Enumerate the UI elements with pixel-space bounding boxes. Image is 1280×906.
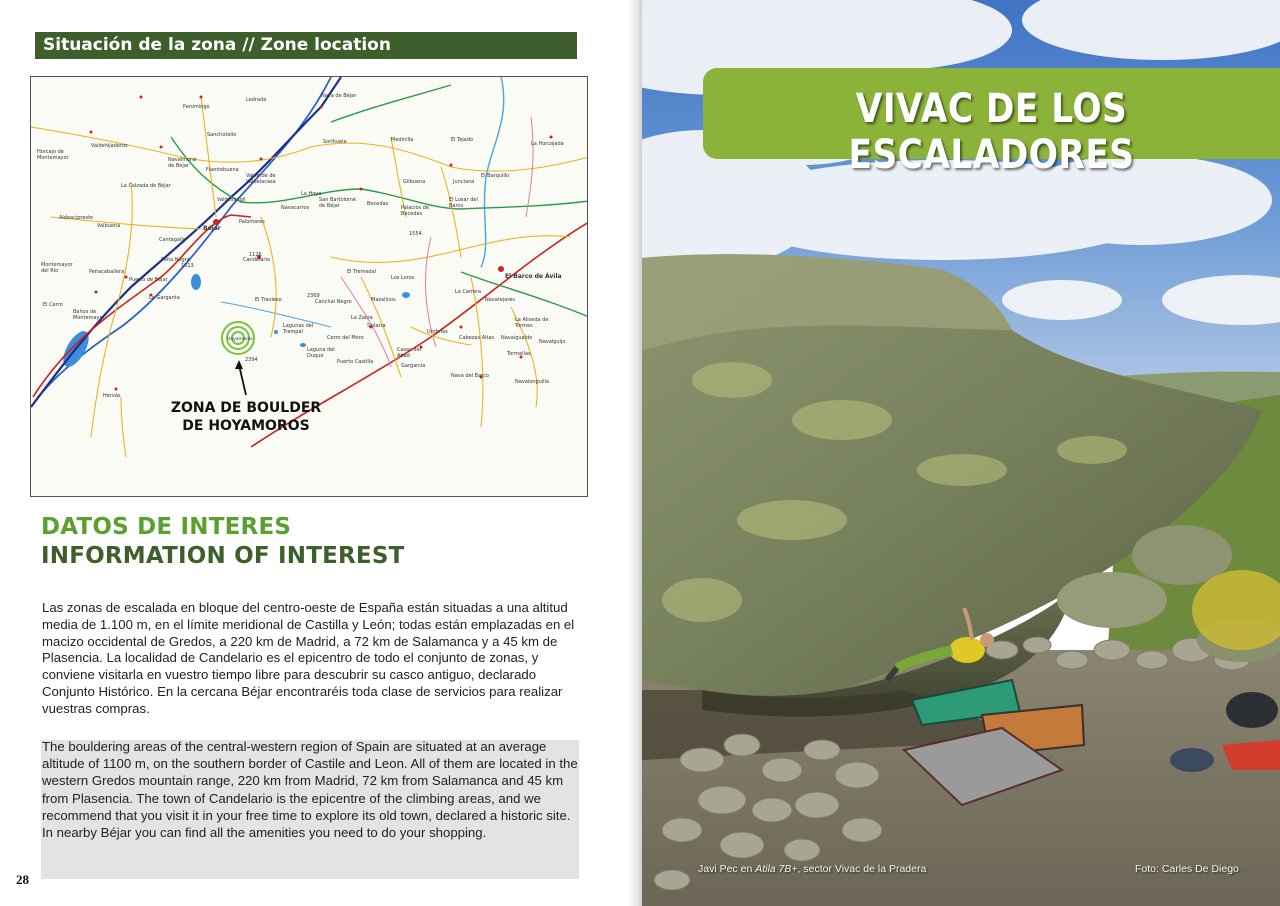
map-label: Navalguijo [539, 339, 566, 345]
secondary-road [201, 97, 216, 217]
map-label: La Carrera [455, 289, 482, 295]
map-label: Tormellas [507, 351, 531, 357]
photo-caption [698, 863, 926, 875]
reservoir [191, 274, 201, 290]
heading-spanish: DATOS DE INTERES [41, 514, 292, 540]
map-label: Gargarcia [401, 363, 426, 369]
map-label: La Horcajada [531, 141, 564, 147]
local-road [341, 277, 391, 367]
map-label: La Aliseda de Tormes [515, 317, 549, 329]
backpack [1226, 692, 1278, 728]
river-line [481, 77, 504, 267]
map-label: Valdesangil [217, 197, 246, 203]
map-label: Gilbuena [403, 179, 426, 185]
map-label: Lagunas del Trampal [283, 323, 314, 335]
map-label: Montemayor del Río [41, 262, 73, 274]
small-boulder [1057, 572, 1167, 628]
gear-bag [1170, 748, 1214, 772]
map-elevation: 2394 [245, 357, 258, 363]
map-label: El Cerro [43, 302, 63, 308]
map-label: Los Loros [391, 275, 415, 281]
secondary-road [121, 397, 126, 457]
map-label: Sanchotello [207, 132, 237, 138]
heading-english: INFORMATION OF INTEREST [41, 543, 405, 569]
map-label: Mazalinos [371, 297, 396, 303]
right-page-photo [642, 0, 1280, 906]
map-label: La Garganta [149, 295, 180, 301]
caption-prefix: Javi Pec en [698, 863, 756, 875]
map-label: Hoyamoros [227, 337, 253, 342]
page-spine [628, 0, 642, 906]
map-label: Aldeacipreste [59, 215, 94, 221]
map-label: Canchal Negro [315, 299, 352, 305]
map-label: Junciana [453, 179, 475, 185]
photo-credit: Foto: Carles De Diego [1135, 863, 1239, 875]
map-label: Fuentebuena [206, 167, 239, 173]
map-label: Solana [367, 323, 386, 329]
map-label: Valdehijaderos [91, 143, 128, 149]
map-label: Horcajo de Montemayor [37, 149, 69, 161]
map-label: Umbrías [427, 329, 448, 335]
map-elevation: 1613 [181, 263, 194, 269]
map-label: Navalmoral de Béjar [168, 157, 197, 169]
map-label: El Tejado [451, 137, 474, 143]
section-title: Situación de la zona // Zone location [35, 32, 577, 59]
map-label: Nava del Barco [451, 373, 489, 379]
map-label: El Barco de Ávila [505, 273, 562, 280]
page-title: VIVAC DE LOS ESCALADORES [848, 86, 1135, 178]
caption-route: Atila 7B+ [755, 863, 798, 875]
map-label: Cabezas Altas [459, 335, 495, 341]
map-label: Laguna del Duque [307, 347, 335, 359]
map-label: Béjar [203, 225, 221, 232]
map-label: La Hoya [301, 191, 322, 197]
map-label: La Zarza [351, 315, 373, 321]
map-label: Puerto Castilla [337, 359, 374, 365]
map-label: Palomares [239, 219, 265, 225]
map-label: Casas del Abad [397, 347, 422, 359]
map-elevation: 1554 [409, 231, 422, 237]
local-road [526, 117, 533, 217]
map-label: Palacios de Becedas [401, 205, 429, 217]
map-label: Valbuena [97, 223, 121, 229]
map-label: El Barquillo [481, 173, 510, 179]
map-label: Navacarros [281, 205, 310, 211]
map-label: Hervás [103, 393, 121, 399]
regional-road [331, 85, 451, 122]
map-label: Peña Negra [161, 257, 190, 263]
map-label: Navatejares [485, 297, 515, 303]
lake [300, 343, 306, 347]
title-banner [703, 68, 1280, 178]
lake [274, 330, 278, 334]
map-label: Medinilla [391, 137, 414, 143]
caption-suffix: , sector Vivac de la Pradera [797, 863, 927, 875]
map-label: El Tremedal [347, 269, 377, 275]
lake [402, 292, 410, 298]
map-label: Valverde de Valdelacasa [246, 173, 276, 185]
secondary-road [261, 217, 276, 337]
map-label: San Bartolomé de Béjar [319, 197, 356, 209]
location-map [30, 76, 588, 497]
map-label: El Travieso [255, 297, 282, 303]
map-elevation: 1126 [249, 252, 262, 258]
jacket [1222, 740, 1280, 770]
map-label: Becedas [367, 201, 389, 207]
map-label: Baños de Montemayor [73, 309, 105, 321]
paragraph-english: The bouldering areas of the central-western region of Spain are situated at an average altitude of 1100 m, on the southern border of Castile and Leon. All of them are located in the western Gredos mountain range, 220 km from Madrid, 72 km from Salamanca and 45 km from Plasencia. The town of Candelario is the epicentre of the climbing areas, and we recommend that you visit it in your free time to explore its old town, declared a historic site. In nearby Béjar you can find all the amenities you need to do your shopping. [42, 739, 578, 841]
map-label: Navaigualdo [501, 335, 533, 341]
map-label: Cantagallo [159, 237, 186, 243]
map-label: Ledrada [246, 97, 267, 103]
secondary-road [31, 127, 588, 171]
map-label: Navalonguilla [515, 379, 550, 385]
map-label: La Calzada de Béjar [121, 183, 171, 189]
page-number: 28 [16, 872, 29, 887]
paragraph-spanish: Las zonas de escalada en bloque del centro-oeste de España están situadas a una altitud media de 1.100 m, en el límite meridional de Castilla y León; todas están emplazadas en el macizo occidental de Gredos, a 220 km de Madrid, a 72 km de Salamanca y a 45 km de Plasencia. La localidad de Candelario es el epicentro de todo el conjunto de zonas, y conviene visitarla en vuestro tiempo libre para descubrir su casco antiguo, declarado Conjunto Histórico. En la cercana Béjar encontraréis toda clase de servicios para realizar vuestras compras. [42, 600, 575, 716]
map-label: Candelario [243, 257, 270, 263]
map-label: Cerro del Moro [327, 335, 364, 341]
pointer-arrow [239, 365, 246, 395]
zone-label [161, 399, 331, 435]
map-label: Peromingo [183, 104, 210, 110]
map-label: Puerto de Béjar [129, 277, 168, 283]
map-label: El Losar del Barco [449, 197, 478, 209]
pointer-arrowhead [235, 360, 243, 369]
map-elevation: 2369 [307, 293, 320, 299]
map-label: Nava de Béjar [321, 93, 357, 99]
zone-label-line2: DE HOYAMOROS [182, 418, 310, 434]
map-label: Peñacaballera [89, 269, 125, 275]
map-label: Sorihuela [323, 139, 347, 145]
zone-label-line1: ZONA DE BOULDER [170, 400, 322, 416]
